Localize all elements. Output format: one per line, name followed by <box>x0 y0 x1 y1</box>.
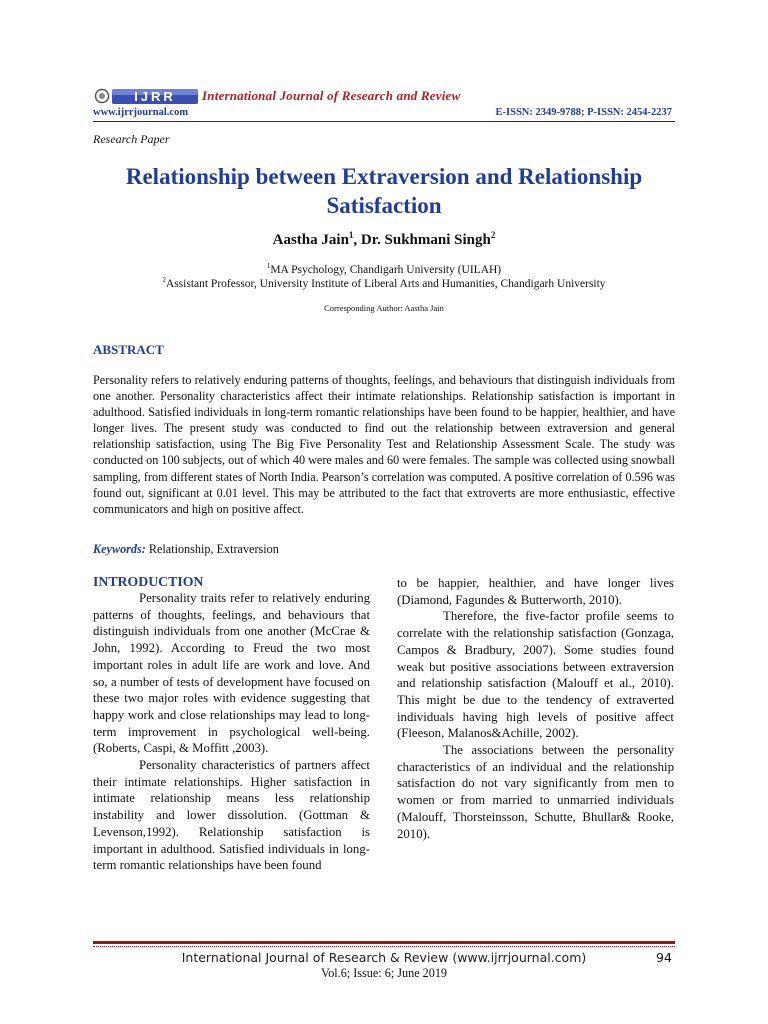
intro-paragraph-1: Personality traits refer to relatively enduring patterns of thoughts, feelings, and behaviours that distinguish individuals from one another (McCrae & John, 1992). According to Freud the two most important roles in adult life are work and love. And so, a number of tests of development have focused on these two major roles with evidence suggesting that happy work and close relationships may lead to long-term improvement in psychological well-being. (Roberts, Caspi, & Moffitt ,2003). <box>93 591 370 756</box>
author-1: Aastha Jain <box>272 232 349 248</box>
affiliation-2 <box>93 277 675 290</box>
footer-volume-issue: Vol.6; Issue: 6; June 2019 <box>320 966 448 980</box>
introduction-heading: INTRODUCTION <box>93 574 204 589</box>
paper-title: Relationship between Extraversion and Relationship Satisfaction <box>125 164 643 218</box>
abstract-heading: ABSTRACT <box>93 342 164 357</box>
author-1-superscript: 1 <box>348 230 354 240</box>
ijrr-logo-icon <box>94 86 200 106</box>
affiliation-1-superscript: 1 <box>266 263 271 270</box>
abstract-body: Personality refers to relatively enduring patterns of thoughts, feelings, and behaviours that distinguish individuals from one another. Personality characteristics affect their intimate relationships. Relationship satisfaction is important in adulthood. Satisfied individuals in long-term romantic relationships have been found to be happier, healthier, and have longer lives. The present study was conducted to find out the relationship between extraversion and general relationship satisfaction, using The Big Five Personality Test and Relationship Assessment Scale. The study was conducted on 100 subjects, out of which 40 were males and 60 were females. The sample was collected using snowball sampling, from different states of North India. Pearson’s correlation was computed. A positive correlation of 0.596 was found out, significant at 0.01 level. This may be attributed to the fact that extroverts are more enthusiastic, effective communicators and high on positive affect. <box>93 373 675 516</box>
journal-website-link[interactable]: www.ijrrjournal.com <box>93 107 189 118</box>
affiliation-2-text: Assistant Professor, University Institute of Liberal Arts and Humanities, Chandigarh University <box>165 277 606 290</box>
header-divider <box>93 121 675 122</box>
author-line <box>93 230 675 249</box>
issn-label: E-ISSN: 2349-9788; P-ISSN: 2454-2237 <box>495 107 672 118</box>
author-separator: , <box>353 232 361 248</box>
svg-text:IJRR: IJRR <box>134 89 176 104</box>
intro-paragraph-4: The associations between the personality characteristics of an individual and the relationship satisfaction do not vary significantly from men to women or from married to unmarried individuals (Malouff, Thorsteinsson, Schutte, Bhullar& Rooke, 2010). <box>397 743 674 841</box>
intro-paragraph-3: Therefore, the five-factor profile seems to correlate with the relationship satisfaction (Gonzaga, Campos & Bradbury, 2007). Some studies found weak but positive associations between extraversion and relationship satisfaction (Malouff et al., 2010). This might be due to the tendency of extraverted individuals having high levels of positive affect (Fleeson, Malanos&Achille, 2002). <box>397 609 674 741</box>
page-number: 94 <box>656 950 672 965</box>
author-2-superscript: 2 <box>490 230 496 240</box>
footer-divider-dotted <box>93 946 675 947</box>
intro-paragraph-2: Personality characteristics of partners affect their intimate relationships. Higher satisfaction in intimate relationship means less relationship instability and lower dissolution. (Gottman & Levenson,1992). Relationship satisfaction is important in adulthood. Satisfied individuals in long-term romantic relationships have been found <box>93 758 370 873</box>
keywords-value: Relationship, Extraversion <box>145 542 279 556</box>
paper-type-label: Research Paper <box>93 132 170 146</box>
journal-name: International Journal of Research and Review <box>202 88 461 103</box>
corresponding-author: Corresponding Author: Aastha Jain <box>324 303 444 313</box>
right-column <box>397 575 674 842</box>
affiliation-1 <box>93 263 675 276</box>
keywords-line <box>93 542 279 557</box>
affiliation-2-superscript: 2 <box>162 277 166 284</box>
left-column <box>93 573 370 874</box>
affiliation-1-text: MA Psychology, Chandigarh University (UILAH) <box>270 263 502 276</box>
intro-paragraph-2-continued: to be happier, healthier, and have longer lives (Diamond, Fagundes & Butterworth, 2010). <box>397 576 674 607</box>
footer-divider-thick <box>93 941 675 944</box>
keywords-label: Keywords: <box>93 542 146 556</box>
footer-journal-name: International Journal of Research & Review (www.ijrrjournal.com) <box>181 950 587 965</box>
author-2: Dr. Sukhmani Singh <box>360 232 491 248</box>
